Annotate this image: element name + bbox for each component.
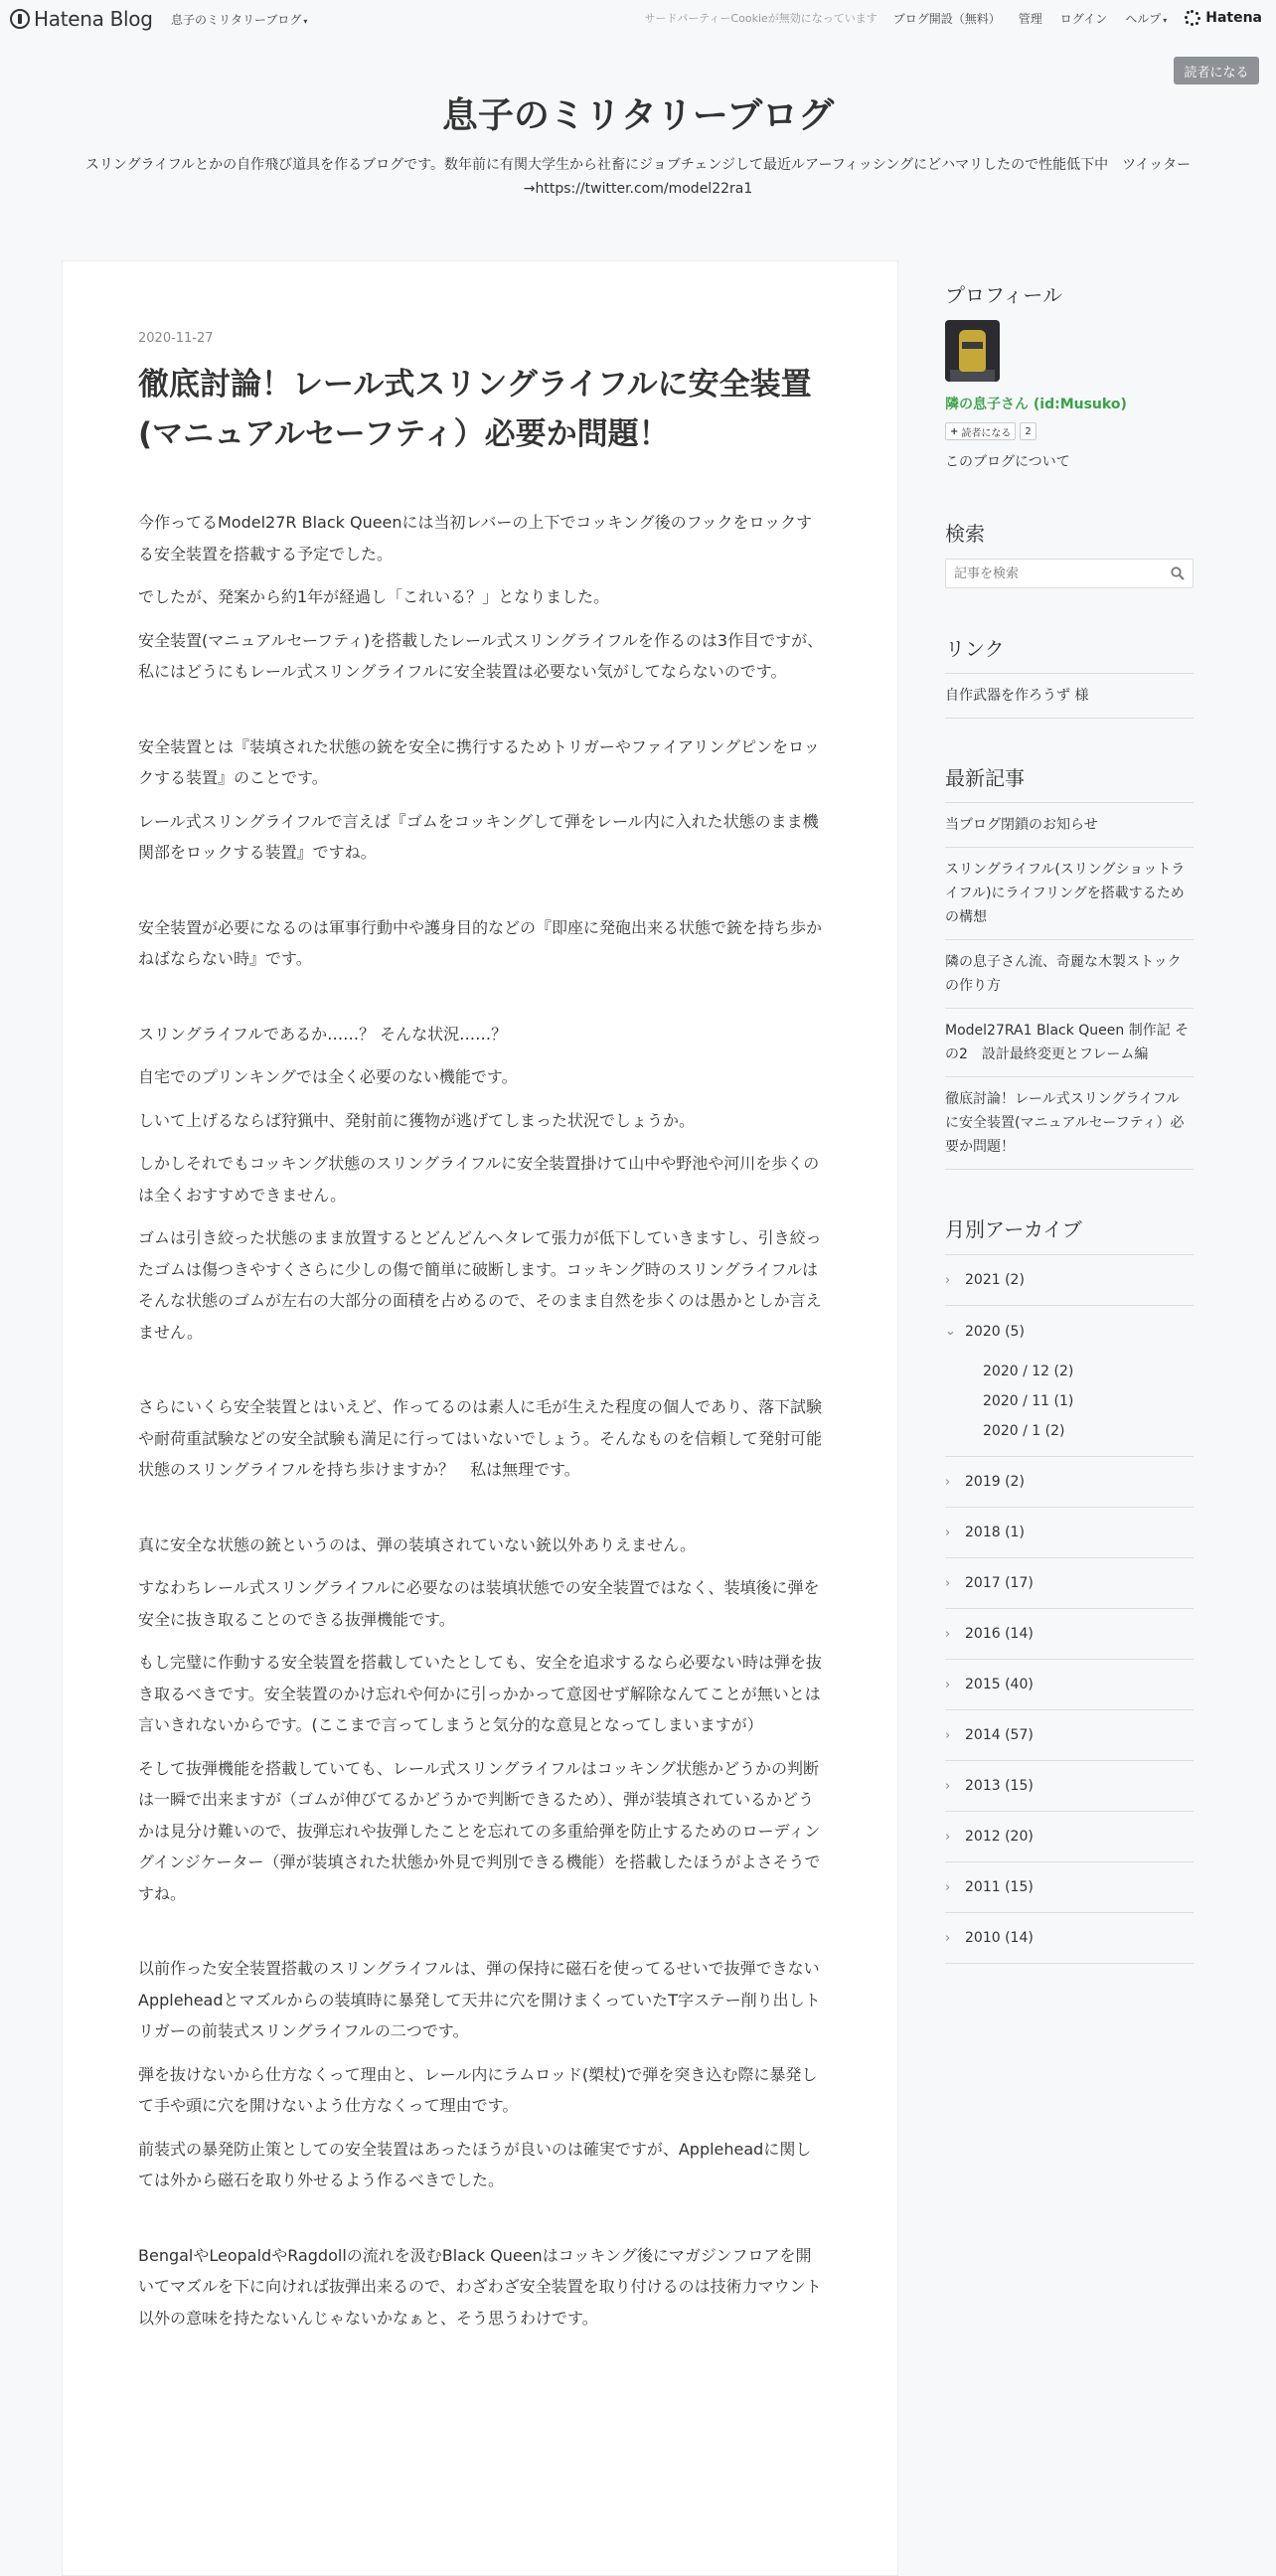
spacer: [138, 1360, 824, 1391]
spacer: [138, 2208, 824, 2240]
paragraph: 以前作った安全装置搭載のスリングライフルは、弾の保持に磁石を使ってるせいで抜弾できないAppleheadとマズルからの装填時に暴発して天井に穴を開けまくっていたT字ステー削り出しトリガーの前装式スリングライフルの二つです。: [138, 1959, 821, 2040]
archive-year[interactable]: [945, 1457, 1194, 1508]
chevron-right-icon: ›: [945, 1474, 951, 1490]
caret-down-icon: ▾: [1163, 15, 1168, 25]
archive-year-label: 2021 (2): [965, 1272, 1025, 1288]
archive-year-label: 2019 (2): [965, 1474, 1025, 1490]
recent-entry[interactable]: 徹底討論！レール式スリングライフルに安全装置(マニュアルセーフティ）必要か問題！: [945, 1077, 1194, 1170]
chevron-right-icon: ›: [945, 1829, 951, 1845]
archive-year[interactable]: [945, 1558, 1194, 1609]
reader-row: [945, 422, 1037, 440]
global-header-menu: [645, 0, 1276, 36]
paragraph: 今作ってるModel27R Black Queenには当初レバーの上下でコッキング後のフックをロックする安全装置を搭載する予定でした。: [138, 513, 813, 564]
archive-year[interactable]: [945, 1609, 1194, 1660]
paragraph: 自宅でのプリンキングでは全く必要のない機能です。: [138, 1067, 518, 1086]
reader-count[interactable]: 2: [1020, 422, 1036, 440]
archive-year-label: 2010 (14): [965, 1930, 1034, 1946]
entry-date[interactable]: 2020-11-27: [138, 331, 214, 346]
profile-subscribe-button[interactable]: [945, 422, 1016, 440]
recent-heading: 最新記事: [945, 766, 1025, 790]
spacer: [138, 1498, 824, 1530]
paragraph: しいて上げるならば狩猟中、発射前に獲物が逃げてしまった状況でしょうか。: [138, 1110, 696, 1130]
hatena-blog-logo-icon: [10, 9, 30, 29]
hatena-dots-icon: [1185, 10, 1200, 26]
archive-month[interactable]: 2020 / 1 (2): [983, 1423, 1065, 1439]
chevron-right-icon: ›: [945, 1575, 951, 1591]
blog-title[interactable]: 息子のミリタリーブログ: [441, 95, 835, 136]
profile-heading: プロフィール: [945, 283, 1062, 307]
paragraph: さらにいくら安全装置とはいえど、作ってるのは素人に毛が生えた程度の個人であり、落下試験や耐荷重試験などの安全試験も満足に行ってはいないでしょう。そんなものを信頼して発射可能状態のスリングライフルを持ち歩けますか？ 私は無理です。: [138, 1397, 823, 1479]
paragraph: そして抜弾機能を搭載していても、レール式スリングライフルはコッキング状態かどうかの判断は一瞬で出来ますが（ゴムが伸びてるかどうかで判断できるため）、弾が装填されているかどうかは見分け難いので、抜弾忘れや抜弾したことを忘れての多重給弾を防止するためのローディングインジケーター（弾が装填された状態か外見で判別できる機能）を搭載したほうがよさそうですね。: [138, 1758, 821, 1903]
chevron-right-icon: ›: [945, 1727, 951, 1743]
archive-year[interactable]: [945, 1660, 1194, 1710]
recent-entry[interactable]: 当ブログ閉鎖のお知らせ: [945, 803, 1194, 848]
archive-month[interactable]: 2020 / 11 (1): [983, 1393, 1074, 1409]
archive-year[interactable]: [945, 1812, 1194, 1862]
spacer: [138, 700, 824, 731]
chevron-right-icon: ›: [945, 1778, 951, 1794]
blog-selector[interactable]: [171, 11, 307, 28]
paragraph: ゴムは引き絞った状態のまま放置するとどんどんヘタレて張力が低下していきますし、引き絞ったゴムは傷つきやすくさらに少しの傷で簡単に破断します。コッキング時のスリングライフルはそんな状態のゴムが左右の大部分の面積を占めるので、そのまま自然を歩くのは愚かとしか言えません。: [138, 1228, 822, 1342]
spacer: [138, 881, 824, 912]
archive-year-label: 2020 (5): [965, 1323, 1025, 1340]
paragraph: 真に安全な状態の銃というのは、弾の装填されていない銃以外ありえません。: [138, 1534, 696, 1554]
avatar-visor: [962, 342, 983, 349]
recent-entries-list: [945, 802, 1194, 1170]
profile-subscribe-label: 読者になる: [961, 427, 1012, 439]
chevron-right-icon: ›: [945, 1930, 951, 1946]
link-item[interactable]: 自作武器を作ろうず 様: [945, 674, 1194, 719]
chevron-right-icon: ›: [945, 1272, 951, 1288]
paragraph: しかしそれでもコッキング状態のスリングライフルに安全装置掛けて山中や野池や河川を歩くのは全くおすすめできません。: [138, 1154, 820, 1205]
archive-year[interactable]: [945, 1862, 1194, 1913]
paragraph: レール式スリングライフルで言えば『ゴムをコッキングして弾をレール内に入れた状態のまま機関部をロックする装置』ですね。: [138, 811, 819, 862]
archive-heading: 月別アーカイブ: [945, 1217, 1082, 1241]
chevron-down-icon: ⌄: [945, 1324, 956, 1339]
hatena-blog-logo[interactable]: [10, 7, 153, 31]
entry-title[interactable]: 徹底討論！レール式スリングライフルに安全装置(マニュアルセーフティ）必要か問題！: [138, 367, 812, 452]
help-menu[interactable]: [1125, 10, 1167, 27]
search-input[interactable]: [946, 560, 1155, 587]
search-heading: 検索: [945, 522, 985, 546]
search-icon[interactable]: [1171, 566, 1185, 580]
archive-year-label: 2016 (14): [965, 1626, 1034, 1642]
paragraph: スリングライフルであるか……？ そんな状況……？: [138, 1024, 508, 1044]
hatena-menu-label: Hatena: [1205, 10, 1262, 26]
plus-icon: +: [950, 425, 959, 437]
blog-description: スリングライフルとかの自作飛び道具を作るブログです。数年前に有関大学生から社畜にジョブチェンジして最近ルアーフィッシングにどハマリしたので性能低下中 ツイッター→https://twitter.com/model22ra1: [84, 157, 1192, 197]
global-header: [0, 0, 1276, 36]
archive-year-label: 2017 (17): [965, 1575, 1034, 1591]
profile-avatar[interactable]: [945, 320, 1000, 382]
subscribe-button[interactable]: 読者になる: [1174, 57, 1259, 84]
archive-year[interactable]: [945, 1508, 1194, 1558]
archive-year[interactable]: [945, 1913, 1194, 1964]
archive-year-expanded: [945, 1306, 1194, 1457]
paragraph: BengalやLeopaldやRagdollの流れを汲むBlack Queenはコッキング後にマガジンフロアを開いてマズルを下に向ければ抜弾出来るので、わざわざ安全装置を取り付けるのは技術力マウント以外の意味を持たないんじゃないかなぁと、そう思うわけです。: [138, 2245, 822, 2328]
spacer: [138, 1921, 824, 1953]
chevron-right-icon: ›: [945, 1525, 951, 1540]
spacer: [138, 987, 824, 1019]
caret-down-icon: ▾: [303, 17, 308, 26]
links-list: [945, 673, 1194, 719]
archive-year[interactable]: [945, 1306, 1194, 1357]
archive-month[interactable]: 2020 / 12 (2): [983, 1364, 1074, 1379]
archive-year-label: 2011 (15): [965, 1879, 1034, 1895]
paragraph: 安全装置が必要になるのは軍事行動中や護身目的などの『即座に発砲出来る状態で銃を持ち歩かねばならない時』です。: [138, 917, 823, 968]
archive-year-label: 2015 (40): [965, 1677, 1034, 1692]
paragraph: 前装式の暴発防止策としての安全装置はあったほうが良いのは確実ですが、Appleheadに関しては外から磁石を取り外せるよう作るべきでした。: [138, 2139, 812, 2189]
chevron-right-icon: ›: [945, 1677, 951, 1692]
archive-year-label: 2018 (1): [965, 1525, 1025, 1540]
recent-entry[interactable]: Model27RA1 Black Queen 制作記 その2 設計最終変更とフレーム編: [945, 1009, 1194, 1077]
hatena-blog-logo-text: Hatena Blog: [34, 7, 153, 31]
archive-year[interactable]: [945, 1255, 1194, 1306]
paragraph: すなわちレール式スリングライフルに必要なのは装填状態での安全装置ではなく、装填後に弾を安全に抜き取ることのできる抜弾機能です。: [138, 1578, 820, 1629]
paragraph: 安全装置(マニュアルセーフティ)を搭載したレール式スリングライフルを作るのは3作目ですが、私にはどうにもレール式スリングライフルに安全装置は必要ない気がしてならないのです。: [138, 630, 824, 681]
paragraph: 安全装置とは『装填された状態の銃を安全に携行するためトリガーやファイアリングピンをロックする装置』のことです。: [138, 736, 820, 787]
archive-list: [945, 1254, 1194, 1964]
archive-year-label: 2012 (20): [965, 1829, 1034, 1845]
paragraph: もし完璧に作動する安全装置を搭載していたとしても、安全を追求するなら必要ない時は弾を抜き取るべきです。安全装置のかけ忘れや何かに引っかかって意図せず解除なんてことが無いとは言いきれないからです。(ここまで言ってしまうと気分的な意見となってしまいますが）: [138, 1653, 823, 1734]
entry-content: [138, 507, 824, 2345]
search-box: [945, 559, 1194, 588]
paragraph: でしたが、発案から約1年が経過し「これいる？」となりました。: [138, 587, 610, 606]
profile-name[interactable]: 隣の息子さん (id:Musuko): [945, 397, 1127, 412]
open-blog-link[interactable]: ブログ開設（無料）: [892, 11, 1001, 26]
chevron-right-icon: ›: [945, 1879, 951, 1895]
archive-year[interactable]: [945, 1761, 1194, 1812]
archive-year-label: 2014 (57): [965, 1727, 1034, 1743]
about-blog-link[interactable]: このブログについて: [945, 454, 1070, 470]
hatena-menu[interactable]: [1185, 10, 1262, 26]
help-menu-label: ヘルプ: [1125, 11, 1162, 26]
recent-entry[interactable]: スリングライフル(スリングショットライフル)にライフリングを搭載するための構想: [945, 848, 1194, 940]
paragraph: 弾を抜けないから仕方なくって理由と、レール内にラムロッド(槊杖)で弾を突き込む際に暴発して手や頭に穴を開けないよう仕方なくって理由です。: [138, 2064, 818, 2115]
cookie-notice[interactable]: サードパーティーCookieが無効になっています: [644, 12, 877, 25]
archive-year[interactable]: [945, 1710, 1194, 1761]
chevron-right-icon: ›: [945, 1626, 951, 1642]
login-link[interactable]: ログイン: [1059, 11, 1108, 26]
blog-selector-label: 息子のミリタリーブログ: [171, 13, 302, 27]
admin-link[interactable]: 管理: [1018, 11, 1042, 26]
avatar-face: [959, 330, 986, 372]
links-heading: リンク: [945, 637, 1005, 661]
recent-entry[interactable]: 隣の息子さん流、奇麗な木製ストックの作り方: [945, 940, 1194, 1009]
archive-year-label: 2013 (15): [965, 1778, 1034, 1794]
